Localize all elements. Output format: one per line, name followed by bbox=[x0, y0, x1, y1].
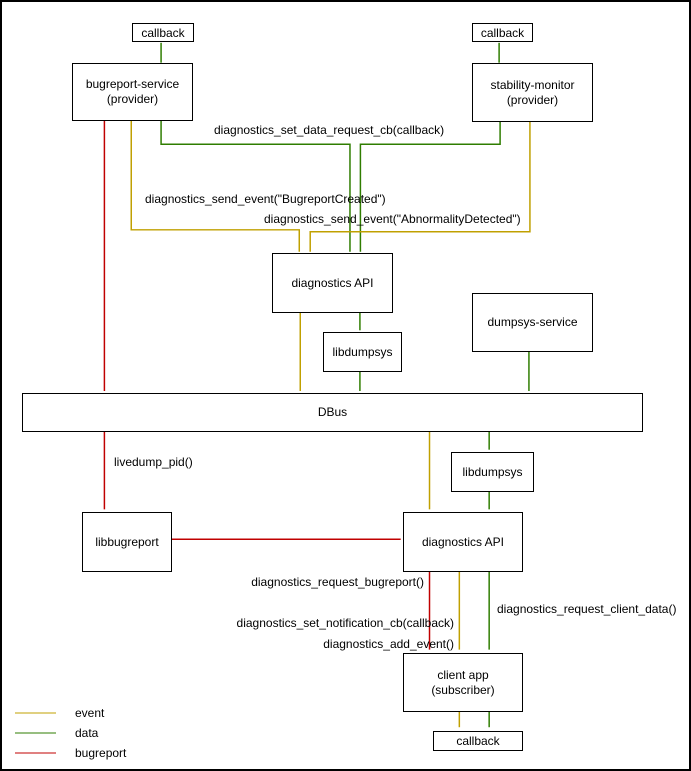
legend-item-bugreport bbox=[14, 747, 126, 759]
node-label: callback bbox=[141, 25, 185, 40]
node-label: libdumpsys bbox=[462, 464, 523, 479]
node-libdumpsys-bottom bbox=[451, 452, 534, 492]
legend-label-event: event bbox=[75, 706, 105, 720]
node-label: dumpsys-service bbox=[487, 315, 578, 329]
legend-label-bugreport: bugreport bbox=[75, 746, 127, 760]
node-stability-monitor bbox=[472, 63, 593, 122]
data-arrow-icon bbox=[14, 727, 66, 739]
node-label-line1: client app bbox=[437, 667, 489, 682]
legend-item-data bbox=[14, 727, 98, 739]
node-libdumpsys-top bbox=[323, 332, 402, 372]
node-label: DBus bbox=[317, 405, 348, 419]
node-callback-top-left bbox=[132, 23, 194, 42]
node-label: diagnostics API bbox=[291, 275, 374, 290]
node-label-line2: (provider) bbox=[506, 92, 559, 107]
edge-label-send-event-abnormality-detected: diagnostics_send_event("AbnormalityDetected") bbox=[264, 212, 521, 226]
node-label: diagnostics API bbox=[421, 534, 505, 549]
node-callback-top-right bbox=[472, 23, 533, 42]
legend-item-event bbox=[14, 707, 104, 719]
bugreport-arrow-icon bbox=[14, 747, 66, 759]
edge-label-set-data-request-cb: diagnostics_set_data_request_cb(callback) bbox=[214, 123, 445, 137]
node-label: libbugreport bbox=[95, 534, 159, 549]
edge-label-add-event: diagnostics_add_event() bbox=[323, 637, 454, 651]
node-client-app bbox=[403, 653, 523, 712]
node-bugreport-service bbox=[72, 63, 193, 121]
node-dbus bbox=[22, 393, 643, 432]
node-label-line1: bugreport-service bbox=[85, 77, 180, 91]
node-dumpsys-service bbox=[472, 293, 593, 352]
edge-label-request-client-data: diagnostics_request_client_data() bbox=[497, 602, 677, 616]
node-label: callback bbox=[480, 25, 525, 40]
edge-label-request-bugreport: diagnostics_request_bugreport() bbox=[251, 575, 424, 589]
edge-label-send-event-bugreport-created: diagnostics_send_event("BugreportCreated") bbox=[145, 192, 386, 206]
node-libbugreport bbox=[82, 512, 172, 572]
node-callback-bottom bbox=[433, 731, 523, 751]
node-label-line2: (subscriber) bbox=[431, 682, 495, 697]
edge-label-set-notification-cb: diagnostics_set_notification_cb(callback) bbox=[236, 616, 454, 630]
arrow-event-bugreport-service-diag-api bbox=[131, 120, 299, 251]
legend-label-data: data bbox=[75, 726, 99, 740]
node-label-line1: stability-monitor bbox=[490, 77, 575, 92]
node-label: callback bbox=[456, 734, 500, 748]
node-diagnostics-api-top bbox=[272, 253, 393, 313]
edge-label-livedump-pid: livedump_pid() bbox=[114, 455, 193, 469]
node-diagnostics-api-bottom bbox=[403, 512, 523, 572]
node-label: libdumpsys bbox=[332, 344, 393, 359]
arrow-event-stability-monitor-diag-api bbox=[310, 121, 530, 251]
node-label-line2: (provider) bbox=[106, 92, 159, 106]
event-arrow-icon bbox=[14, 707, 66, 719]
